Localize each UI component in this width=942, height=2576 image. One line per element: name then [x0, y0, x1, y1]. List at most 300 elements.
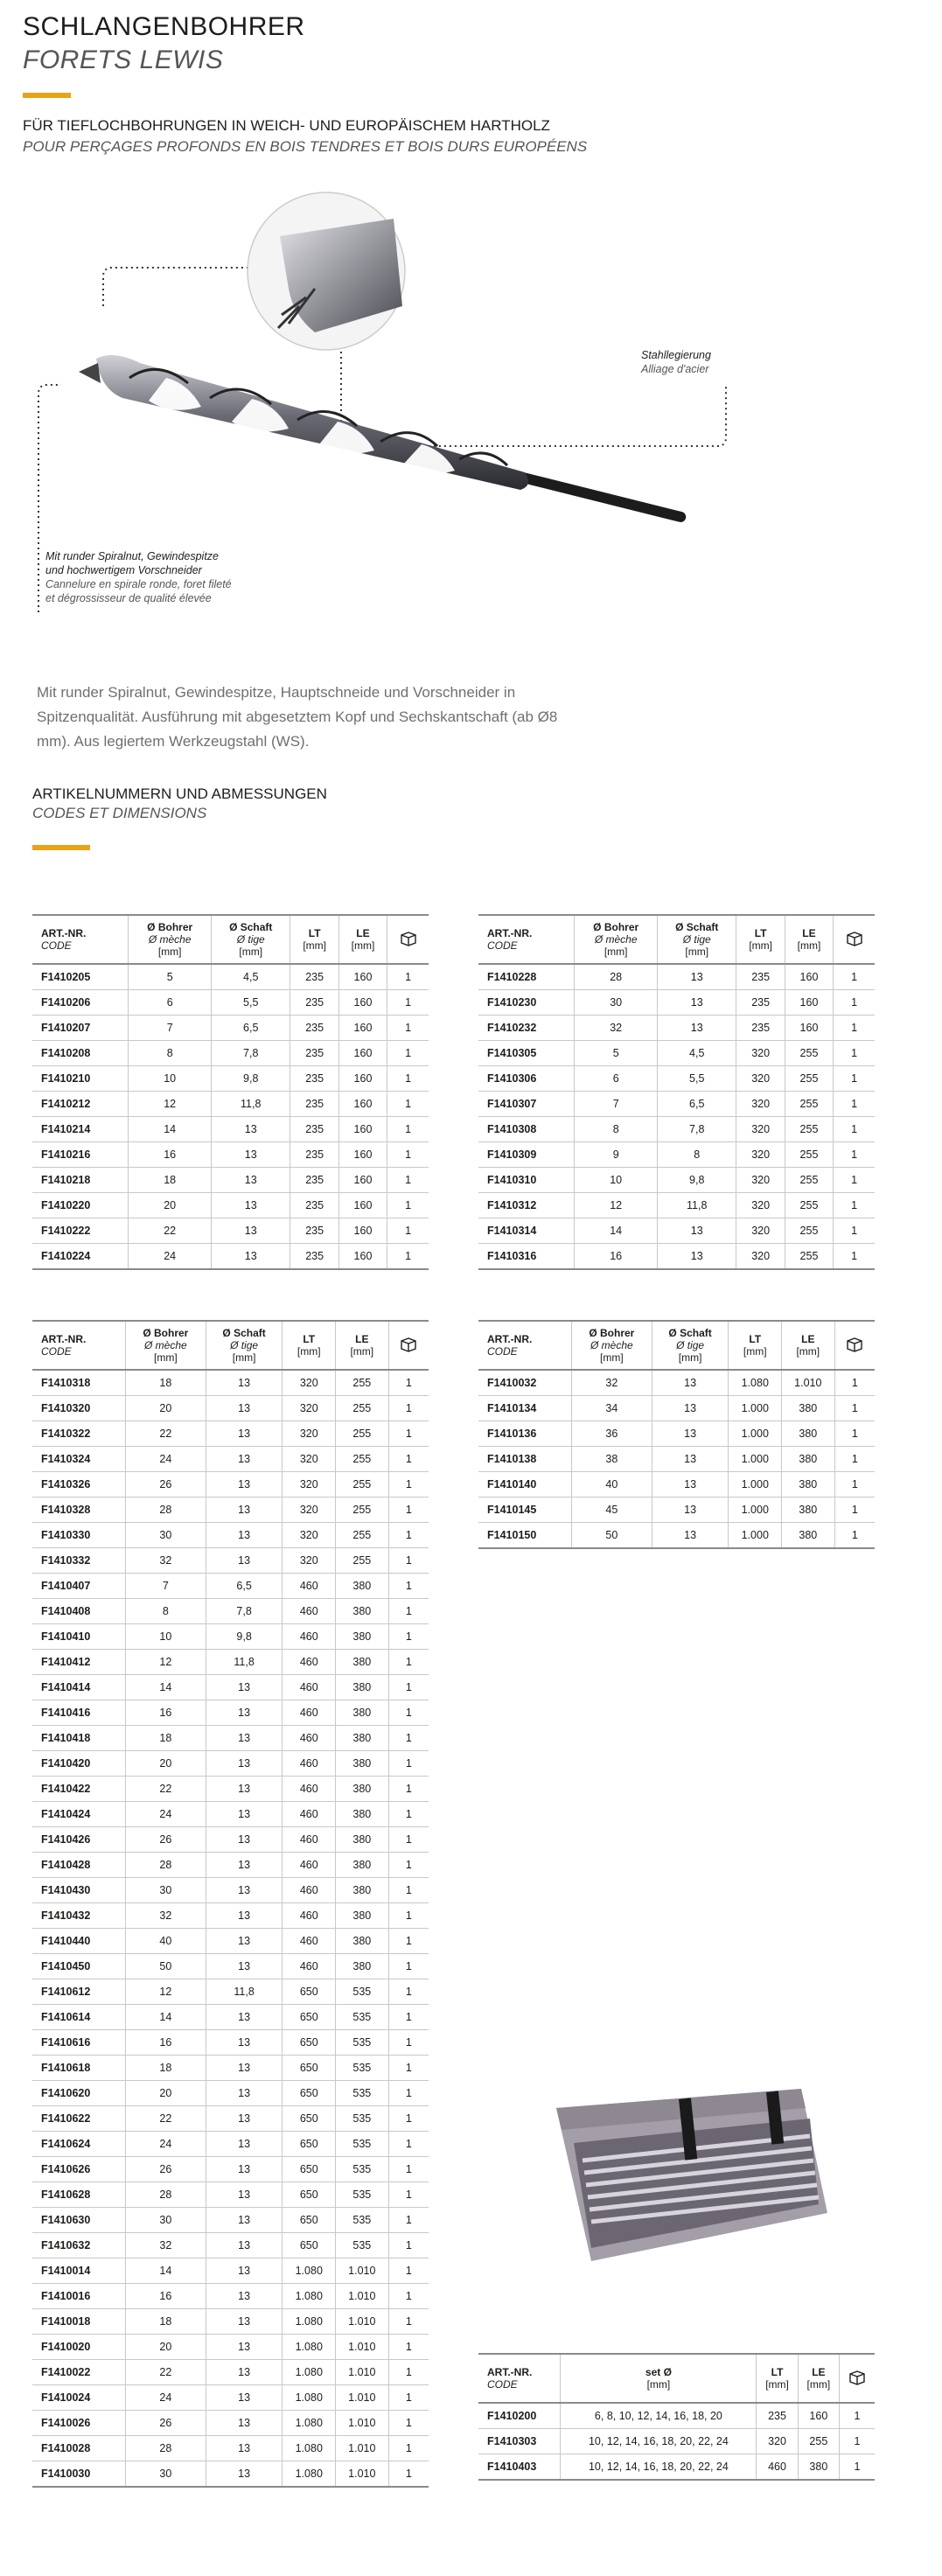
- cell-code: F1410418: [32, 1726, 125, 1751]
- cell-lt: 650: [283, 2208, 336, 2233]
- cell-le: 1.010: [336, 2335, 389, 2360]
- cell-pack: 1: [388, 2005, 429, 2030]
- cell-pack: 1: [388, 1624, 429, 1650]
- cell-pack: 1: [388, 1777, 429, 1802]
- cell-pack: 1: [840, 2454, 875, 2481]
- table-row: [32, 2005, 429, 2030]
- cell-lt: 235: [290, 1142, 338, 1168]
- cell-pack: 1: [840, 2403, 875, 2429]
- header-le: [338, 915, 387, 964]
- cell-shank-diameter: 13: [206, 1447, 283, 1472]
- cell-shank-diameter: 13: [206, 1370, 283, 1396]
- cell-shank-diameter: 13: [206, 2335, 283, 2360]
- cell-pack: 1: [387, 1117, 429, 1142]
- cell-lt: 235: [290, 1041, 338, 1066]
- cell-pack: 1: [388, 1954, 429, 1979]
- table-row: [32, 1574, 429, 1599]
- cell-shank-diameter: 11,8: [206, 1979, 283, 2005]
- cell-le: 380: [336, 1650, 389, 1675]
- cell-lt: 235: [290, 1092, 338, 1117]
- cell-shank-diameter: 13: [652, 1447, 729, 1472]
- cell-lt: 1.080: [283, 2335, 336, 2360]
- table-row: [478, 1370, 875, 1396]
- cell-code: F1410310: [478, 1168, 575, 1193]
- cell-le: 380: [782, 1497, 835, 1523]
- cell-code: F1410218: [32, 1168, 129, 1193]
- table-row: [32, 1979, 429, 2005]
- cell-bit-diameter: 50: [571, 1523, 652, 1549]
- cell-lt: 650: [283, 2182, 336, 2208]
- table-row: [478, 1244, 875, 1270]
- cell-pack: 1: [388, 1548, 429, 1574]
- header-set: [561, 2354, 757, 2403]
- header-code: [32, 915, 129, 964]
- cell-code: F1410138: [478, 1447, 571, 1472]
- groove-label-fr-1: Cannelure en spirale ronde, foret fileté: [45, 578, 232, 590]
- header-shank-diameter-text: Ø tige: [676, 1339, 705, 1351]
- cell-bit-diameter: 20: [125, 2335, 206, 2360]
- table-row: [32, 2081, 429, 2106]
- cell-code: F1410428: [32, 1853, 125, 1878]
- header-shank-diameter-text: [mm]: [685, 946, 709, 958]
- cell-bit-diameter: 24: [125, 2385, 206, 2411]
- cell-bit-diameter: 28: [125, 1853, 206, 1878]
- spec-table-2: [478, 914, 875, 1270]
- cell-code: F1410206: [32, 990, 129, 1016]
- cell-code: F1410328: [32, 1497, 125, 1523]
- cell-le: 160: [785, 1016, 833, 1041]
- cell-bit-diameter: 6: [129, 990, 212, 1016]
- cell-le: 160: [338, 1142, 387, 1168]
- cell-lt: 460: [283, 1802, 336, 1827]
- cell-code: F1410632: [32, 2233, 125, 2258]
- product-description: Mit runder Spiralnut, Gewindespitze, Hauptschneide und Vorschneider in Spitzenqualität. Ausführung mit abgesetztem Kopf und Sechskantschaft (ab Ø8 mm). Aus legiertem Werkzeugstahl (WS).: [37, 684, 558, 750]
- cell-lt: 320: [283, 1548, 336, 1574]
- cell-code: F1410426: [32, 1827, 125, 1853]
- cell-code: F1410424: [32, 1802, 125, 1827]
- table-row: [32, 1751, 429, 1777]
- table-row: [478, 964, 875, 990]
- cell-code: F1410228: [478, 964, 575, 990]
- cell-lt: 320: [283, 1523, 336, 1548]
- cell-pack: 1: [834, 1472, 875, 1497]
- cell-code: F1410620: [32, 2081, 125, 2106]
- cell-pack: 1: [388, 1421, 429, 1447]
- cell-lt: 235: [290, 1193, 338, 1218]
- table-row: [32, 2056, 429, 2081]
- cell-code: F1410330: [32, 1523, 125, 1548]
- cell-shank-diameter: 13: [652, 1370, 729, 1396]
- cell-lt: 320: [283, 1447, 336, 1472]
- header-bit-diameter-text: [mm]: [600, 1351, 624, 1364]
- cell-lt: 235: [290, 1168, 338, 1193]
- header-shank-diameter: [657, 915, 736, 964]
- cell-shank-diameter: 13: [211, 1193, 290, 1218]
- cell-bit-diameter: 28: [125, 1497, 206, 1523]
- cell-bit-diameter: 18: [125, 2056, 206, 2081]
- cell-code: F1410422: [32, 1777, 125, 1802]
- cell-code: F1410014: [32, 2258, 125, 2284]
- cell-le: 380: [782, 1447, 835, 1472]
- table-row: [32, 964, 429, 990]
- header-code-text: ART.-NR.: [487, 2366, 533, 2378]
- alloy-callout: [641, 348, 711, 376]
- cell-code: F1410420: [32, 1751, 125, 1777]
- cell-pack: 1: [388, 1726, 429, 1751]
- cell-le: 535: [336, 1979, 389, 2005]
- cell-code: F1410020: [32, 2335, 125, 2360]
- table-row: [32, 1016, 429, 1041]
- cell-lt: 320: [736, 1193, 785, 1218]
- header-code: [478, 2354, 561, 2403]
- cell-bit-diameter: 40: [571, 1472, 652, 1497]
- header-lt: [290, 915, 338, 964]
- cell-le: 160: [338, 1016, 387, 1041]
- cell-code: F1410032: [478, 1370, 571, 1396]
- cell-code: F1410026: [32, 2411, 125, 2436]
- cell-pack: 1: [388, 2233, 429, 2258]
- cell-pack: 1: [387, 1066, 429, 1092]
- cell-code: F1410306: [478, 1066, 575, 1092]
- table-row: [32, 1853, 429, 1878]
- header-le-text: LE: [801, 1333, 815, 1345]
- cell-le: 380: [336, 1903, 389, 1929]
- header-lt-text: [mm]: [303, 939, 326, 952]
- cell-lt: 650: [283, 2005, 336, 2030]
- cell-bit-diameter: 18: [125, 2309, 206, 2335]
- cell-code: F1410326: [32, 1472, 125, 1497]
- cell-lt: 650: [283, 2157, 336, 2182]
- cell-code: F1410414: [32, 1675, 125, 1700]
- cell-shank-diameter: 13: [652, 1421, 729, 1447]
- header-pack: [834, 1321, 875, 1370]
- cell-lt: 320: [757, 2429, 798, 2454]
- cell-lt: 460: [283, 1903, 336, 1929]
- cell-pack: 1: [834, 1447, 875, 1472]
- cell-lt: 320: [736, 1244, 785, 1270]
- cell-shank-diameter: 13: [206, 2208, 283, 2233]
- cell-lt: 235: [736, 1016, 785, 1041]
- cell-bit-diameter: 14: [129, 1117, 212, 1142]
- cell-le: 380: [336, 1827, 389, 1853]
- cell-shank-diameter: 13: [206, 2182, 283, 2208]
- cell-code: F1410403: [478, 2454, 561, 2481]
- cell-le: 255: [785, 1066, 833, 1092]
- header-set-text: [mm]: [646, 2378, 671, 2391]
- table-row: [32, 1827, 429, 1853]
- cell-lt: 460: [283, 1700, 336, 1726]
- cell-code: F1410614: [32, 2005, 125, 2030]
- cell-bit-diameter: 22: [125, 1421, 206, 1447]
- table-row: [32, 2335, 429, 2360]
- cell-bit-diameter: 26: [125, 1472, 206, 1497]
- header-lt-text: LT: [749, 1333, 762, 1345]
- cell-lt: 460: [283, 1675, 336, 1700]
- table-row: [32, 1421, 429, 1447]
- cell-shank-diameter: 13: [211, 1117, 290, 1142]
- cell-shank-diameter: 7,8: [657, 1117, 736, 1142]
- cell-le: 380: [336, 1853, 389, 1878]
- header-code-text: ART.-NR.: [41, 1333, 87, 1345]
- cell-bit-diameter: 9: [575, 1142, 658, 1168]
- cell-shank-diameter: 13: [206, 1548, 283, 1574]
- cell-lt: 1.080: [283, 2284, 336, 2309]
- cell-bit-diameter: 36: [571, 1421, 652, 1447]
- cell-pack: 1: [387, 1092, 429, 1117]
- section-accent-bar: [32, 845, 90, 850]
- table-row: [32, 1142, 429, 1168]
- groove-label-de-2: und hochwertigem Vorschneider: [45, 564, 202, 576]
- header-pack: [387, 915, 429, 964]
- cell-pack: 1: [388, 1979, 429, 2005]
- cell-code: F1410618: [32, 2056, 125, 2081]
- cell-code: F1410216: [32, 1142, 129, 1168]
- cell-le: 380: [336, 1726, 389, 1751]
- cell-le: 160: [798, 2403, 839, 2429]
- cell-shank-diameter: 13: [206, 1853, 283, 1878]
- cell-shank-diameter: 13: [657, 964, 736, 990]
- cell-le: 1.010: [336, 2284, 389, 2309]
- cell-le: 160: [338, 1041, 387, 1066]
- cell-shank-diameter: 13: [211, 1168, 290, 1193]
- cell-code: F1410224: [32, 1244, 129, 1270]
- table-row: [32, 1929, 429, 1954]
- cell-lt: 320: [736, 1218, 785, 1244]
- cell-le: 535: [336, 2157, 389, 2182]
- cell-pack: 1: [388, 2056, 429, 2081]
- cell-bit-diameter: 24: [125, 1447, 206, 1472]
- cell-shank-diameter: 13: [206, 2258, 283, 2284]
- header-shank-diameter: [211, 915, 290, 964]
- cell-pack: 1: [387, 1142, 429, 1168]
- table-row: [32, 1092, 429, 1117]
- cell-pack: 1: [387, 1041, 429, 1066]
- header-shank-diameter-text: Ø Schaft: [675, 921, 719, 933]
- cell-le: 535: [336, 2030, 389, 2056]
- table-row: [32, 1370, 429, 1396]
- cell-le: 160: [338, 1193, 387, 1218]
- cell-set-diameters: 10, 12, 14, 16, 18, 20, 22, 24: [561, 2454, 757, 2481]
- cell-le: 160: [785, 964, 833, 990]
- cell-pack: 1: [834, 1041, 875, 1066]
- spec-table-4: [478, 1320, 875, 1549]
- table-row: [32, 1624, 429, 1650]
- header-bit-diameter-text: Ø Bohrer: [593, 921, 639, 933]
- header-lt-text: [mm]: [749, 939, 772, 952]
- cell-bit-diameter: 40: [125, 1929, 206, 1954]
- cell-code: F1410416: [32, 1700, 125, 1726]
- subtitle-fr: POUR PERÇAGES PROFONDS EN BOIS TENDRES ET BOIS DURS EUROPÉENS: [23, 138, 588, 155]
- table-row: [32, 1218, 429, 1244]
- header-shank-diameter-text: Ø tige: [236, 933, 265, 946]
- cell-lt: 320: [736, 1066, 785, 1092]
- table-row: [478, 1066, 875, 1092]
- cell-pack: 1: [388, 2385, 429, 2411]
- section-title: ARTIKELNUMMERN UND ABMESSUNGEN: [32, 785, 327, 802]
- cell-pack: 1: [388, 1802, 429, 1827]
- header-lt-text: LT: [303, 1333, 316, 1345]
- cell-le: 380: [336, 1751, 389, 1777]
- cell-shank-diameter: 7,8: [211, 1041, 290, 1066]
- cell-bit-diameter: 20: [125, 1396, 206, 1421]
- cell-bit-diameter: 32: [125, 1548, 206, 1574]
- header-lt-text: LT: [754, 927, 767, 939]
- cell-pack: 1: [834, 1142, 875, 1168]
- cell-bit-diameter: 32: [125, 2233, 206, 2258]
- cell-set-diameters: 6, 8, 10, 12, 14, 16, 18, 20: [561, 2403, 757, 2429]
- cell-lt: 320: [283, 1396, 336, 1421]
- cell-le: 1.010: [336, 2385, 389, 2411]
- table-row: [478, 1421, 875, 1447]
- cell-shank-diameter: 13: [206, 1777, 283, 1802]
- cell-le: 255: [336, 1421, 389, 1447]
- cell-bit-diameter: 50: [125, 1954, 206, 1979]
- header-lt-text: LT: [771, 2366, 784, 2378]
- drill-set-case-image: [530, 2082, 827, 2265]
- cell-lt: 1.000: [729, 1396, 782, 1421]
- cell-bit-diameter: 22: [129, 1218, 212, 1244]
- cell-shank-diameter: 13: [206, 1396, 283, 1421]
- groove-label-fr-2: et dégrossisseur de qualité élevée: [45, 592, 212, 604]
- cell-pack: 1: [388, 2081, 429, 2106]
- cell-code: F1410622: [32, 2106, 125, 2132]
- table-row: [32, 2208, 429, 2233]
- cell-le: 255: [785, 1244, 833, 1270]
- cell-bit-diameter: 26: [125, 2411, 206, 2436]
- header-lt-text: [mm]: [765, 2378, 789, 2391]
- cell-code: F1410408: [32, 1599, 125, 1624]
- cell-lt: 1.080: [283, 2258, 336, 2284]
- cell-shank-diameter: 13: [652, 1396, 729, 1421]
- cell-code: F1410200: [478, 2403, 561, 2429]
- cell-pack: 1: [387, 1218, 429, 1244]
- cell-bit-diameter: 7: [129, 1016, 212, 1041]
- cell-le: 160: [338, 1168, 387, 1193]
- table-row: [32, 1117, 429, 1142]
- cell-code: F1410030: [32, 2461, 125, 2488]
- header-pack: [388, 1321, 429, 1370]
- box-icon: [845, 931, 864, 946]
- cell-le: 1.010: [336, 2461, 389, 2488]
- table-row: [32, 2106, 429, 2132]
- cell-pack: 1: [834, 1244, 875, 1270]
- cell-pack: 1: [388, 2360, 429, 2385]
- cell-le: 535: [336, 2056, 389, 2081]
- cell-shank-diameter: 13: [206, 1903, 283, 1929]
- cell-le: 380: [336, 1802, 389, 1827]
- cell-code: F1410626: [32, 2157, 125, 2182]
- cell-shank-diameter: 13: [206, 1700, 283, 1726]
- box-icon: [399, 1337, 418, 1352]
- cell-shank-diameter: 4,5: [657, 1041, 736, 1066]
- cell-code: F1410450: [32, 1954, 125, 1979]
- table-row: [32, 1548, 429, 1574]
- cell-pack: 1: [388, 1574, 429, 1599]
- cell-bit-diameter: 14: [125, 1675, 206, 1700]
- alloy-label-fr: Alliage d'acier: [641, 363, 709, 375]
- cell-bit-diameter: 16: [129, 1142, 212, 1168]
- header-le: [782, 1321, 835, 1370]
- cell-lt: 320: [736, 1041, 785, 1066]
- cell-le: 1.010: [336, 2258, 389, 2284]
- header-le-text: LE: [356, 927, 370, 939]
- cell-bit-diameter: 26: [125, 2157, 206, 2182]
- cell-pack: 1: [388, 2411, 429, 2436]
- header-le: [798, 2354, 839, 2403]
- spec-table-3: [32, 1320, 429, 2488]
- table-row: [32, 1777, 429, 1802]
- header-shank-diameter-text: Ø Schaft: [222, 1327, 266, 1339]
- cell-le: 535: [336, 2233, 389, 2258]
- header-pack: [840, 2354, 875, 2403]
- table-row: [32, 1523, 429, 1548]
- cell-pack: 1: [387, 990, 429, 1016]
- cell-bit-diameter: 7: [125, 1574, 206, 1599]
- cell-bit-diameter: 10: [129, 1066, 212, 1092]
- header-le-text: LE: [802, 927, 816, 939]
- header-bit-diameter-text: Ø mèche: [590, 1339, 633, 1351]
- cell-bit-diameter: 28: [125, 2182, 206, 2208]
- cell-bit-diameter: 20: [125, 1751, 206, 1777]
- cell-lt: 320: [736, 1142, 785, 1168]
- cell-code: F1410150: [478, 1523, 571, 1549]
- cell-le: 535: [336, 2005, 389, 2030]
- cell-shank-diameter: 6,5: [211, 1016, 290, 1041]
- table-row: [32, 2030, 429, 2056]
- cell-code: F1410208: [32, 1041, 129, 1066]
- cell-lt: 235: [290, 990, 338, 1016]
- header-bit-diameter-text: Ø Bohrer: [589, 1327, 635, 1339]
- cell-bit-diameter: 10: [575, 1168, 658, 1193]
- cell-shank-diameter: 13: [211, 1218, 290, 1244]
- cell-shank-diameter: 13: [206, 2436, 283, 2461]
- table-row: [478, 1168, 875, 1193]
- header-le-text: LE: [355, 1333, 369, 1345]
- header-shank-diameter-text: [mm]: [678, 1351, 702, 1364]
- table-row: [32, 1599, 429, 1624]
- cell-pack: 1: [388, 1650, 429, 1675]
- page-title-fr: FORETS LEWIS: [23, 45, 224, 74]
- header-lt-text: [mm]: [743, 1345, 767, 1358]
- header-code: [32, 1321, 125, 1370]
- set-table: [478, 2353, 875, 2481]
- cell-pack: 1: [834, 964, 875, 990]
- cell-code: F1410230: [478, 990, 575, 1016]
- cell-code: F1410324: [32, 1447, 125, 1472]
- cell-shank-diameter: 13: [206, 2284, 283, 2309]
- box-icon: [845, 1337, 864, 1352]
- cell-bit-diameter: 6: [575, 1066, 658, 1092]
- cell-bit-diameter: 22: [125, 1777, 206, 1802]
- cell-le: 380: [336, 1675, 389, 1700]
- cell-lt: 235: [290, 1066, 338, 1092]
- cell-le: 255: [336, 1523, 389, 1548]
- table-row: [32, 1700, 429, 1726]
- cell-le: 380: [782, 1523, 835, 1549]
- table-row: [32, 2461, 429, 2488]
- cell-pack: 1: [388, 2335, 429, 2360]
- table-row: [478, 990, 875, 1016]
- cell-shank-diameter: 6,5: [206, 1574, 283, 1599]
- cell-bit-diameter: 38: [571, 1447, 652, 1472]
- header-lt: [757, 2354, 798, 2403]
- cell-code: F1410307: [478, 1092, 575, 1117]
- cell-lt: 320: [283, 1421, 336, 1447]
- cell-bit-diameter: 10: [125, 1624, 206, 1650]
- cell-lt: 320: [283, 1370, 336, 1396]
- cell-le: 255: [336, 1472, 389, 1497]
- table-row: [32, 1168, 429, 1193]
